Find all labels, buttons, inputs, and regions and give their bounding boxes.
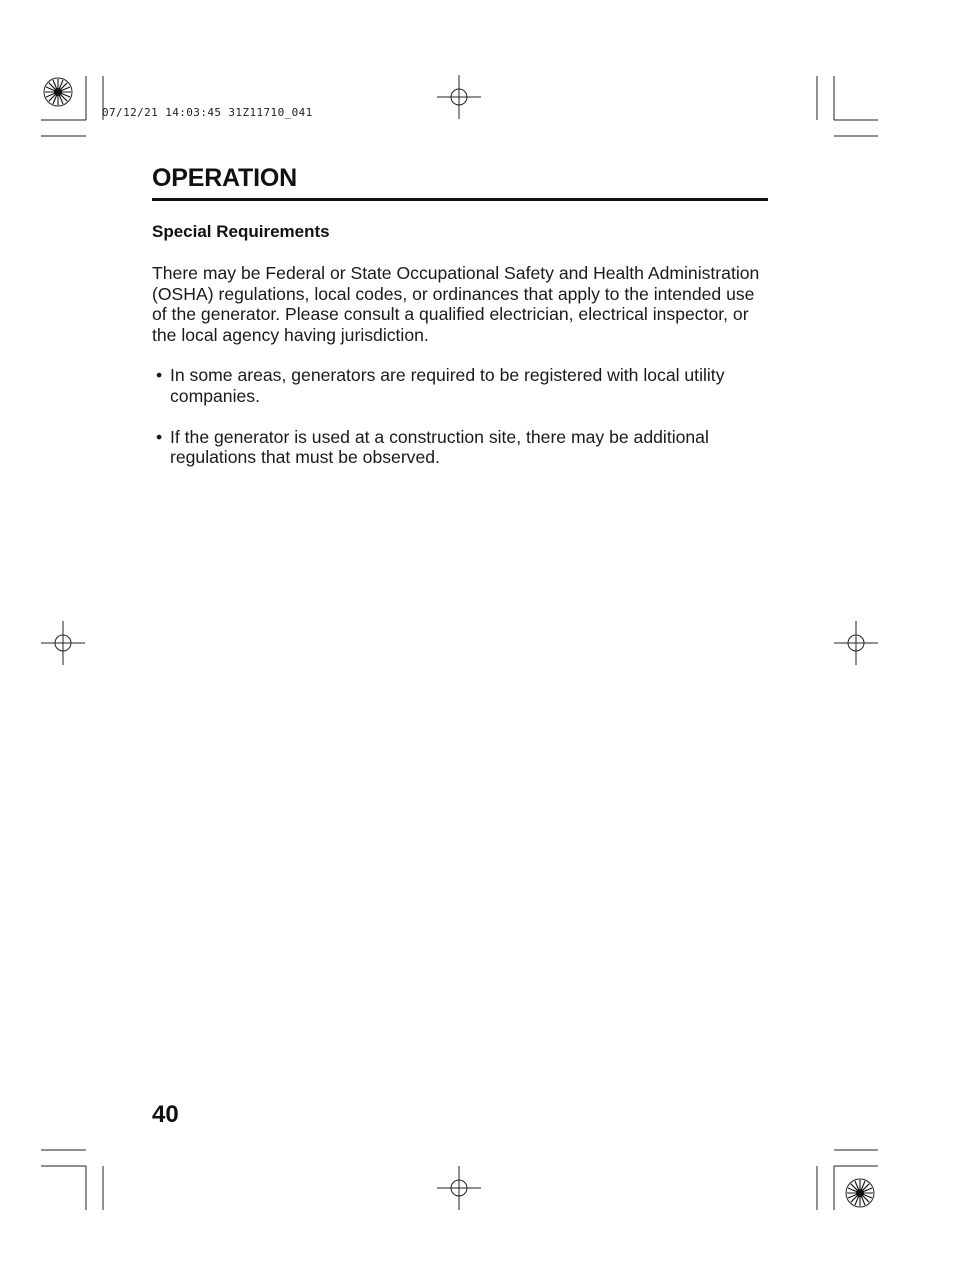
list-item-text: If the generator is used at a construction site, there may be additional regulations that must be observed.: [170, 426, 709, 467]
section-title: OPERATION: [152, 164, 297, 192]
list-item-text: In some areas, generators are required to be registered with local utility companies.: [170, 365, 725, 406]
starburst-target-bottom-right: [846, 1179, 874, 1207]
requirements-list: [152, 365, 752, 488]
page-number: 40: [152, 1101, 179, 1128]
intro-paragraph: There may be Federal or State Occupational Safety and Health Administration (OSHA) regulations, local codes, or ordinances that apply to the intended use of the generator. Please consult a qualified electrician, electrical inspector, or the local agency having jurisdiction.: [152, 263, 760, 345]
registration-crosshair-bottom: [437, 1166, 481, 1210]
list-item: [152, 365, 752, 406]
starburst-target-top-left: [44, 78, 72, 106]
bullet-dot: •: [156, 426, 163, 447]
title-rule: [152, 198, 768, 201]
registration-crosshair-top: [437, 75, 481, 119]
print-stamp: 07/12/21 14:03:45 31Z11710_041: [102, 106, 313, 119]
bullet-dot: •: [156, 365, 163, 385]
registration-crosshair-left: [41, 621, 85, 665]
list-item: [152, 427, 752, 468]
subheading: Special Requirements: [152, 222, 330, 241]
registration-crosshair-right: [834, 621, 878, 665]
